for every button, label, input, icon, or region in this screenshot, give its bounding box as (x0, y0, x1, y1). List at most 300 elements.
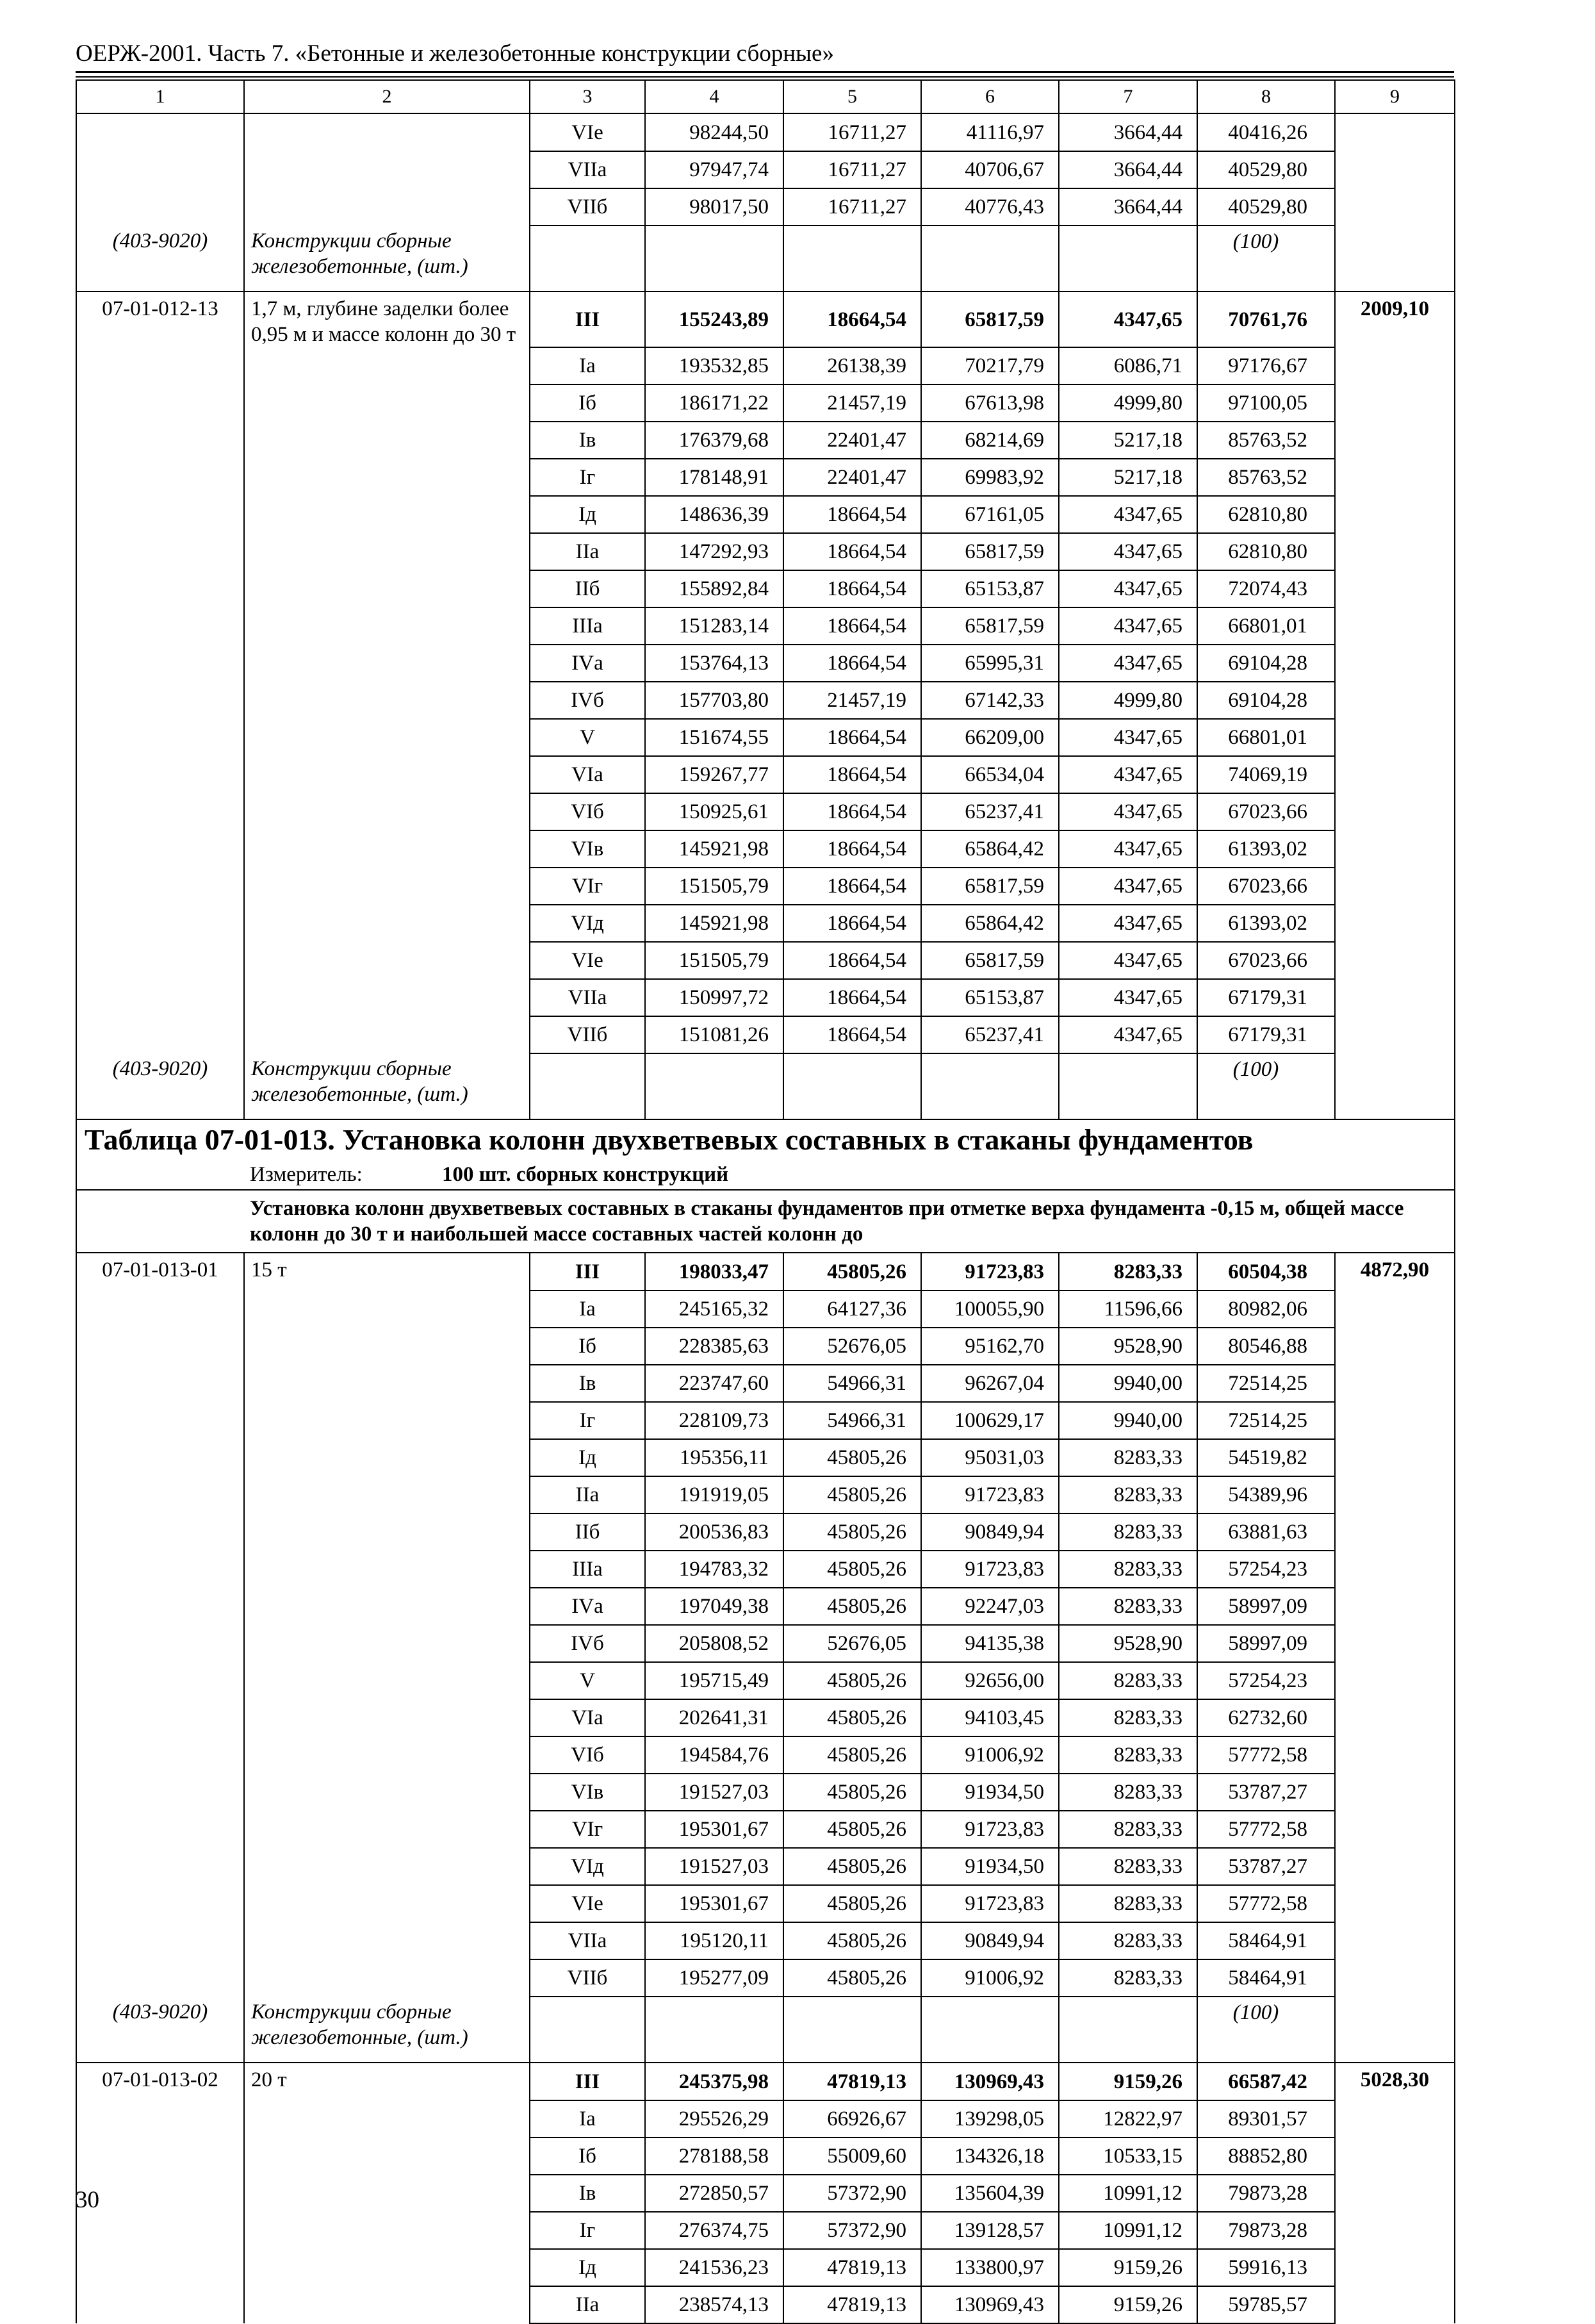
value-cell: 16711,27 (783, 151, 921, 188)
value-cell: 55009,60 (783, 2138, 921, 2175)
rate-code-cell (76, 459, 244, 496)
value-cell: 91934,50 (921, 1848, 1059, 1885)
value-cell: 295526,29 (645, 2100, 783, 2138)
value-cell: 65153,87 (921, 570, 1059, 607)
zone-cell: VIв (530, 830, 645, 868)
extra-cell (1335, 830, 1455, 868)
table-cell (1059, 1053, 1197, 1119)
zone-cell: Iб (530, 1328, 645, 1365)
table-row (76, 645, 1455, 682)
zone-cell: Iа (530, 2100, 645, 2138)
value-cell: 3664,44 (1059, 151, 1197, 188)
extra-cell (1335, 756, 1455, 793)
extra-cell (1335, 645, 1455, 682)
table-cell (783, 1997, 921, 2063)
extra-cell (1335, 719, 1455, 756)
extra-cell (1335, 905, 1455, 942)
value-cell: 18664,54 (783, 942, 921, 979)
value-cell: 157703,80 (645, 682, 783, 719)
value-cell: 52676,05 (783, 1625, 921, 1662)
value-cell: 4347,65 (1059, 645, 1197, 682)
value-cell: 193532,85 (645, 347, 783, 384)
value-cell: 61393,02 (1197, 905, 1335, 942)
table-row (76, 347, 1455, 384)
rate-code-cell (76, 756, 244, 793)
value-cell: 8283,33 (1059, 1885, 1197, 1922)
extra-cell (1335, 1625, 1455, 1662)
zone-cell: Iв (530, 2175, 645, 2212)
extra-cell: 5028,30 (1335, 2063, 1455, 2100)
zone-cell: Iв (530, 422, 645, 459)
rate-code-cell: 07-01-013-02 (76, 2063, 244, 2100)
zone-cell: VIIб (530, 188, 645, 226)
rate-code-cell (76, 1402, 244, 1439)
table-row (76, 1774, 1455, 1811)
rate-description-cell (244, 905, 530, 942)
rate-code-cell (76, 1476, 244, 1513)
rate-description-cell (244, 1774, 530, 1811)
value-cell: 96267,04 (921, 1365, 1059, 1402)
value-cell: 91723,83 (921, 1551, 1059, 1588)
extra-cell (1335, 1513, 1455, 1551)
table-row (76, 905, 1455, 942)
value-cell: 4999,80 (1059, 682, 1197, 719)
rate-code-cell: 07-01-012-13 (76, 292, 244, 347)
value-cell: 94135,38 (921, 1625, 1059, 1662)
zone-cell: IIа (530, 1476, 645, 1513)
table-row (76, 1439, 1455, 1476)
value-cell: 53787,27 (1197, 1848, 1335, 1885)
rate-code-cell (76, 942, 244, 979)
extra-cell: 4872,90 (1335, 1253, 1455, 1290)
value-cell: 228385,63 (645, 1328, 783, 1365)
value-cell: 54389,96 (1197, 1476, 1335, 1513)
extra-cell (1335, 1588, 1455, 1625)
table-row (76, 1365, 1455, 1402)
value-cell: 3664,44 (1059, 113, 1197, 151)
zone-cell: Iг (530, 1402, 645, 1439)
value-cell: 64127,36 (783, 1290, 921, 1328)
zone-cell: Iа (530, 347, 645, 384)
rate-description-cell (244, 2212, 530, 2249)
zone-cell: Iг (530, 2212, 645, 2249)
column-number: 3 (530, 80, 645, 113)
table-row (76, 1551, 1455, 1588)
extra-cell (1335, 607, 1455, 645)
rate-code-cell (76, 384, 244, 422)
table-row (76, 2138, 1455, 2175)
value-cell: 8283,33 (1059, 1551, 1197, 1588)
value-cell: 22401,47 (783, 422, 921, 459)
value-cell: 245165,32 (645, 1290, 783, 1328)
value-cell: 58997,09 (1197, 1625, 1335, 1662)
column-number: 6 (921, 80, 1059, 113)
value-cell: 5217,18 (1059, 422, 1197, 459)
zone-cell: VIг (530, 1811, 645, 1848)
extra-cell (1335, 1922, 1455, 1959)
table-cell (921, 1053, 1059, 1119)
value-cell: 66587,42 (1197, 2063, 1335, 2100)
table-row (76, 607, 1455, 645)
value-cell: 4347,65 (1059, 719, 1197, 756)
value-cell: 191527,03 (645, 1774, 783, 1811)
column-number: 8 (1197, 80, 1335, 113)
column-number: 1 (76, 80, 244, 113)
extra-cell (1335, 1885, 1455, 1922)
zone-cell: Iб (530, 384, 645, 422)
rate-code-cell (76, 1513, 244, 1551)
rate-description-cell (244, 570, 530, 607)
extra-cell (1335, 384, 1455, 422)
table-row (76, 979, 1455, 1016)
rate-code-cell (76, 793, 244, 830)
rate-code-cell (76, 1811, 244, 1848)
value-cell: 58464,91 (1197, 1959, 1335, 1997)
value-cell: 8283,33 (1059, 1811, 1197, 1848)
rate-code-cell (76, 1922, 244, 1959)
rate-description-cell (244, 1328, 530, 1365)
table-row (76, 1959, 1455, 1997)
zone-cell: IVа (530, 1588, 645, 1625)
rate-description-cell (244, 1811, 530, 1848)
value-cell: 47819,13 (783, 2249, 921, 2286)
value-cell: 241536,23 (645, 2249, 783, 2286)
value-cell: 54966,31 (783, 1365, 921, 1402)
extra-cell (1335, 1328, 1455, 1365)
table-row (76, 459, 1455, 496)
extra-cell (1335, 2138, 1455, 2175)
value-cell: 8283,33 (1059, 1774, 1197, 1811)
extra-cell (1335, 1365, 1455, 1402)
value-cell: 10991,12 (1059, 2212, 1197, 2249)
rate-description-cell (244, 384, 530, 422)
zone-cell: III (530, 1253, 645, 1290)
extra-cell: 2009,10 (1335, 292, 1455, 347)
value-cell: 45805,26 (783, 1811, 921, 1848)
table-title: Таблица 07-01-013. Установка колонн двухветвевых составных в стаканы фундаментов (76, 1119, 1455, 1160)
extra-cell (1335, 793, 1455, 830)
table-row (76, 682, 1455, 719)
zone-cell: Iг (530, 459, 645, 496)
table-row (76, 2063, 1455, 2100)
value-cell: 88852,80 (1197, 2138, 1335, 2175)
zone-cell: Iб (530, 2138, 645, 2175)
extra-cell (1335, 1016, 1455, 1053)
value-cell: 85763,52 (1197, 422, 1335, 459)
zone-cell: IIIа (530, 1551, 645, 1588)
table-row (76, 1885, 1455, 1922)
extra-cell (1335, 533, 1455, 570)
rate-description-cell (244, 1588, 530, 1625)
value-cell: 40706,67 (921, 151, 1059, 188)
consumable-code: (403-9020) (76, 1053, 244, 1119)
rate-code-cell (76, 1439, 244, 1476)
rate-description-cell (244, 645, 530, 682)
table-row (76, 2286, 1455, 2323)
extra-cell (1335, 1848, 1455, 1885)
rate-code-cell (76, 830, 244, 868)
extra-cell (1335, 942, 1455, 979)
extra-cell (1335, 2212, 1455, 2249)
value-cell: 10533,15 (1059, 2138, 1197, 2175)
value-cell: 22401,47 (783, 459, 921, 496)
table-cell (1335, 1053, 1455, 1119)
rate-description-cell (244, 1016, 530, 1053)
value-cell: 45805,26 (783, 1922, 921, 1959)
extra-cell (1335, 113, 1455, 151)
value-cell: 65864,42 (921, 905, 1059, 942)
value-cell: 57254,23 (1197, 1662, 1335, 1699)
table-row (76, 1290, 1455, 1328)
value-cell: 6086,71 (1059, 347, 1197, 384)
value-cell: 4347,65 (1059, 533, 1197, 570)
value-cell: 8283,33 (1059, 1736, 1197, 1774)
value-cell: 8283,33 (1059, 1439, 1197, 1476)
value-cell: 65153,87 (921, 979, 1059, 1016)
extra-cell (1335, 1439, 1455, 1476)
value-cell: 186171,22 (645, 384, 783, 422)
value-cell: 72074,43 (1197, 570, 1335, 607)
value-cell: 148636,39 (645, 496, 783, 533)
rate-description-cell (244, 719, 530, 756)
value-cell: 67023,66 (1197, 868, 1335, 905)
rate-code-cell (76, 1774, 244, 1811)
value-cell: 4347,65 (1059, 756, 1197, 793)
consumable-row (76, 226, 1455, 292)
rate-code-cell (76, 1551, 244, 1588)
rate-description-cell (244, 979, 530, 1016)
value-cell: 178148,91 (645, 459, 783, 496)
rate-description-cell (244, 2175, 530, 2212)
value-cell: 8283,33 (1059, 1588, 1197, 1625)
rate-description-cell (244, 188, 530, 226)
value-cell: 100629,17 (921, 1402, 1059, 1439)
value-cell: 40416,26 (1197, 113, 1335, 151)
value-cell: 63881,63 (1197, 1513, 1335, 1551)
table-row (76, 384, 1455, 422)
rate-code-cell (76, 2286, 244, 2323)
value-cell: 8283,33 (1059, 1848, 1197, 1885)
table-cell (1059, 226, 1197, 292)
table-row (76, 793, 1455, 830)
value-cell: 54519,82 (1197, 1439, 1335, 1476)
value-cell: 57372,90 (783, 2175, 921, 2212)
value-cell: 9159,26 (1059, 2063, 1197, 2100)
rate-description-cell (244, 347, 530, 384)
value-cell: 155892,84 (645, 570, 783, 607)
rate-description-cell (244, 1439, 530, 1476)
value-cell: 97947,74 (645, 151, 783, 188)
value-cell: 40529,80 (1197, 151, 1335, 188)
table-row (76, 942, 1455, 979)
value-cell: 245375,98 (645, 2063, 783, 2100)
value-cell: 57772,58 (1197, 1736, 1335, 1774)
rate-code-cell (76, 347, 244, 384)
value-cell: 8283,33 (1059, 1476, 1197, 1513)
value-cell: 91006,92 (921, 1959, 1059, 1997)
value-cell: 145921,98 (645, 830, 783, 868)
zone-cell: Iд (530, 1439, 645, 1476)
consumable-qty: (100) (1197, 226, 1335, 292)
value-cell: 97100,05 (1197, 384, 1335, 422)
value-cell: 45805,26 (783, 1774, 921, 1811)
rate-code-cell (76, 2138, 244, 2175)
rate-code-cell (76, 151, 244, 188)
value-cell: 100055,90 (921, 1290, 1059, 1328)
value-cell: 95031,03 (921, 1439, 1059, 1476)
rate-description-cell: 1,7 м, глубине заделки более 0,95 м и массе колонн до 30 т (244, 292, 530, 347)
value-cell: 18664,54 (783, 607, 921, 645)
value-cell: 151283,14 (645, 607, 783, 645)
value-cell: 18664,54 (783, 1016, 921, 1053)
table-row (76, 1811, 1455, 1848)
value-cell: 191527,03 (645, 1848, 783, 1885)
extra-cell (1335, 2100, 1455, 2138)
zone-cell: IVб (530, 1625, 645, 1662)
value-cell: 97176,67 (1197, 347, 1335, 384)
table-row (76, 1402, 1455, 1439)
zone-cell: VIг (530, 868, 645, 905)
column-number: 5 (783, 80, 921, 113)
zone-cell: VIд (530, 1848, 645, 1885)
extra-cell (1335, 1959, 1455, 1997)
value-cell: 65817,59 (921, 607, 1059, 645)
extra-cell (1335, 682, 1455, 719)
value-cell: 18664,54 (783, 830, 921, 868)
value-cell: 195356,11 (645, 1439, 783, 1476)
value-cell: 147292,93 (645, 533, 783, 570)
extra-cell (1335, 496, 1455, 533)
rate-description-cell (244, 1402, 530, 1439)
value-cell: 95162,70 (921, 1328, 1059, 1365)
rate-description-cell: 20 т (244, 2063, 530, 2100)
value-cell: 198033,47 (645, 1253, 783, 1290)
table-row (76, 292, 1455, 347)
rate-description-cell (244, 1551, 530, 1588)
value-cell: 45805,26 (783, 1848, 921, 1885)
value-cell: 91723,83 (921, 1253, 1059, 1290)
value-cell: 45805,26 (783, 1253, 921, 1290)
value-cell: 4347,65 (1059, 979, 1197, 1016)
rate-description-cell (244, 1513, 530, 1551)
consumable-name: Конструкции сборные железобетонные, (шт.) (244, 1997, 530, 2063)
rate-code-cell (76, 1328, 244, 1365)
value-cell: 52676,05 (783, 1328, 921, 1365)
zone-cell: Iа (530, 1290, 645, 1328)
value-cell: 70761,76 (1197, 292, 1335, 347)
value-cell: 9940,00 (1059, 1402, 1197, 1439)
extra-cell (1335, 1476, 1455, 1513)
value-cell: 9159,26 (1059, 2249, 1197, 2286)
value-cell: 8283,33 (1059, 1253, 1197, 1290)
table-row (76, 533, 1455, 570)
extra-cell (1335, 422, 1455, 459)
value-cell: 45805,26 (783, 1551, 921, 1588)
extra-cell (1335, 2286, 1455, 2323)
zone-cell: VIв (530, 1774, 645, 1811)
value-cell: 68214,69 (921, 422, 1059, 459)
value-cell: 4347,65 (1059, 942, 1197, 979)
value-cell: 57772,58 (1197, 1811, 1335, 1848)
value-cell: 18664,54 (783, 570, 921, 607)
value-cell: 94103,45 (921, 1699, 1059, 1736)
value-cell: 72514,25 (1197, 1365, 1335, 1402)
rate-description-cell (244, 830, 530, 868)
value-cell: 90849,94 (921, 1922, 1059, 1959)
value-cell: 54966,31 (783, 1402, 921, 1439)
table-cell (1335, 226, 1455, 292)
value-cell: 130969,43 (921, 2286, 1059, 2323)
zone-cell: Iд (530, 2249, 645, 2286)
column-number: 7 (1059, 80, 1197, 113)
value-cell: 197049,38 (645, 1588, 783, 1625)
value-cell: 4347,65 (1059, 1016, 1197, 1053)
rate-code-cell (76, 719, 244, 756)
value-cell: 90849,94 (921, 1513, 1059, 1551)
value-cell: 191919,05 (645, 1476, 783, 1513)
table-row (76, 1922, 1455, 1959)
value-cell: 195301,67 (645, 1885, 783, 1922)
value-cell: 65817,59 (921, 533, 1059, 570)
value-cell: 4347,65 (1059, 793, 1197, 830)
table-row (76, 188, 1455, 226)
rate-description-cell (244, 2100, 530, 2138)
value-cell: 65817,59 (921, 868, 1059, 905)
table-cell (783, 226, 921, 292)
zone-cell: Iв (530, 1365, 645, 1402)
rate-description-cell (244, 1848, 530, 1885)
table-row (76, 719, 1455, 756)
rate-code-cell (76, 682, 244, 719)
rate-code-cell (76, 1365, 244, 1402)
rate-description-cell (244, 459, 530, 496)
running-header: ОЕРЖ-2001. Часть 7. «Бетонные и железобетонные конструкции сборные» (76, 40, 834, 67)
rate-description-cell (244, 1922, 530, 1959)
rates-table-body (76, 80, 1455, 2323)
rate-description-cell (244, 1365, 530, 1402)
value-cell: 40776,43 (921, 188, 1059, 226)
zone-cell: V (530, 1662, 645, 1699)
value-cell: 45805,26 (783, 1588, 921, 1625)
value-cell: 80546,88 (1197, 1328, 1335, 1365)
rate-description-cell (244, 1476, 530, 1513)
page-number: 30 (76, 2187, 99, 2213)
value-cell: 8283,33 (1059, 1959, 1197, 1997)
value-cell: 66534,04 (921, 756, 1059, 793)
value-cell: 205808,52 (645, 1625, 783, 1662)
value-cell: 58464,91 (1197, 1922, 1335, 1959)
value-cell: 21457,19 (783, 384, 921, 422)
value-cell: 62810,80 (1197, 496, 1335, 533)
value-cell: 21457,19 (783, 682, 921, 719)
value-cell: 159267,77 (645, 756, 783, 793)
value-cell: 18664,54 (783, 645, 921, 682)
extra-cell (1335, 1662, 1455, 1699)
measure-row (76, 1160, 1455, 1190)
value-cell: 79873,28 (1197, 2212, 1335, 2249)
value-cell: 45805,26 (783, 1885, 921, 1922)
rate-description-cell (244, 151, 530, 188)
zone-cell: IIIа (530, 607, 645, 645)
zone-cell: IIб (530, 570, 645, 607)
zone-cell: IIа (530, 2286, 645, 2323)
header-rule-thick (76, 71, 1454, 73)
zone-cell: Iд (530, 496, 645, 533)
table-cell (530, 1997, 645, 2063)
rate-description-cell (244, 1625, 530, 1662)
extra-cell (1335, 1402, 1455, 1439)
value-cell: 40529,80 (1197, 188, 1335, 226)
